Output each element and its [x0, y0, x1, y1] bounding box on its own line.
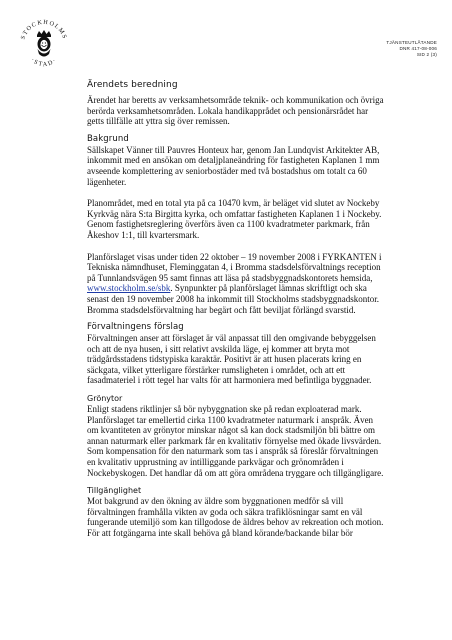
paragraph-bakgrund-1: Sällskapet Vänner till Pauvres Honteux har, genom Jan Lundqvist Arkitekter AB, inkommit med en ansökan om detaljplaneändring för fastigheten Kaplanen 1 mm avseende komplettering av seniorbostäder med två bostadshus om totalt ca 60 lägenheter.	[87, 144, 380, 187]
paragraph-beredning: Ärendet har beretts av verksamhetsområde teknik- och kommunikation och övriga berörda verksamhetsområden. Lokala handikapprådet och pensionärsrådet har getts tillfälle att yttra sig över remissen.	[87, 95, 384, 127]
document-header	[386, 40, 437, 58]
svg-text:·STAD·: ·STAD·	[29, 56, 59, 69]
paragraph-gronytor: Enligt stadens riktlinjer så bör nybyggnation ske på redan exploaterad mark. Planförslaget tar emellertid cirka 1100 kvadratmeter naturmark i anspråk. Även om kvantiteten av grönytor minskar något så kan dock stadsmiljön bli bättre om annan naturmark eller parkmark får en kvalitativ förnyelse med ökade livsvärden. Som kompensation för den naturmark som tas i anspråk så föreslår förvaltningen en kvalitativ upprustning av intilliggande parkvägar och grönområden i Nockebyskogen. Det handlar då om att göra områdena tryggare och tillgängligare.	[87, 404, 384, 478]
paragraph-tillganglighet: Mot bakgrund av den ökning av äldre som byggnationen medför så vill förvaltningen framhålla vikten av goda och säkra trafiklösningar samt en väl fungerande utemiljö som kan tillgodose de äldres behov av rekreation och motion. För att fotgängarna inte skall behöva gå bland körande/backande bilar bör	[87, 496, 384, 538]
heading-bakgrund: Bakgrund	[87, 133, 129, 144]
subheading-tillganglighet: Tillgänglighet	[87, 486, 142, 496]
doc-number: DNR 417-08-006	[399, 46, 437, 51]
paragraph-bakgrund-3: Planförslaget visas under tiden 22 oktober – 19 november 2008 i FYRKANTEN i Tekniska nämndhuset, Fleminggatan 4, i Bromma stadsdelsförvaltnings reception på Tunnlandsvägen 95 samt finnas att läsa på stadsbyggnadskontorets hemsida, www.stockholm.se/sbk. Synpunkter på planförslaget lämnas skriftligt och ska senast den 19 november 2008 ha inkommit till Stockholms stadsbyggnadskontor. Bromma stadsdelsförvaltning har begärt och fått beviljat förlängd svarstid.	[87, 251, 382, 315]
paragraph-bakgrund-2: Planområdet, med en total yta på ca 10470 kvm, är beläget vid slutet av Nockeby Kyrkväg nära S:ta Birgitta kyrka, och omfattar fastigheten Kaplanen 1 i Nockeby. Genom fastighetsreglering överförs även ca 1100 kvadratmeter parkmark, från Åkeshov 1:1, till kvartersmark.	[87, 198, 382, 240]
stockholm-city-logo	[18, 18, 70, 70]
sbk-website-link[interactable]: www.stockholm.se/sbk	[87, 283, 171, 294]
heading-forvaltningens-forslag: Förvaltningens förslag	[87, 322, 184, 333]
heading-arendets-beredning: Ärendets beredning	[87, 80, 178, 90]
stockholm-crest-icon	[18, 18, 70, 70]
paragraph-forslag: Förvaltningen anser att förslaget är väl anpassat till den omgivande bebyggelsen och att de nya husen, i sitt relativt avskilda läge, ej kommer att bryta mot trädgårdsstadens tidstypiska karaktär. Positivt är att husen placerats kring en säckgata, vilket ytterligare förstärker rumsligheten i området, och att ett fasadmateriel i rött tegel har valts för att harmoniera med befintliga byggnader.	[87, 333, 376, 386]
svg-text:STOCKHOLMS: STOCKHOLMS	[19, 18, 69, 41]
subheading-gronytor: Grönytor	[87, 394, 123, 404]
page-number: SID 2 (3)	[416, 52, 437, 57]
doc-type: TJÄNSTEUTLÅTANDE	[386, 40, 437, 45]
document-body	[87, 80, 387, 539]
